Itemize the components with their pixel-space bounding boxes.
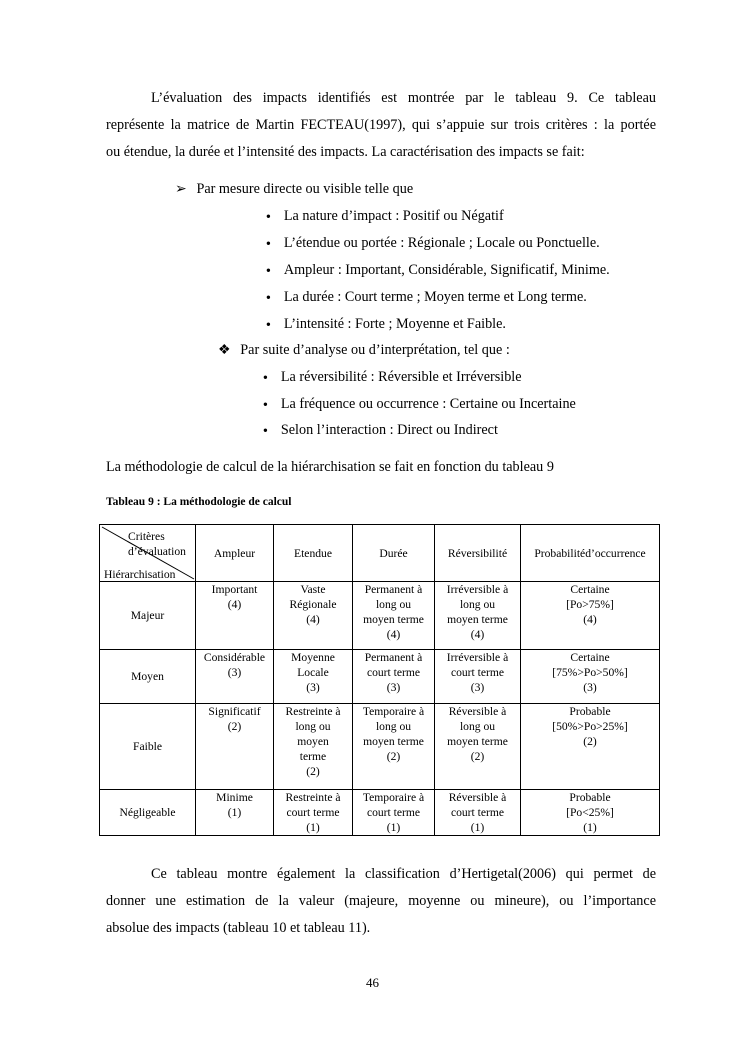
cell-line: (4)	[583, 613, 597, 626]
cell-line: [Po<25%]	[566, 806, 614, 819]
header-cell: Ampleur	[196, 525, 274, 582]
table-row	[100, 650, 660, 704]
list1-heading: Par mesure directe ou visible telle que	[196, 181, 414, 197]
table-cell	[353, 790, 435, 836]
corner-bottom-label: Hiérarchisation	[104, 568, 176, 581]
list-item	[263, 421, 498, 440]
cell-line: Réversible à	[448, 791, 507, 804]
cell-line: (2)	[306, 765, 320, 778]
header-cell: Réversibilité	[435, 525, 521, 582]
cell-line: (2)	[386, 750, 401, 763]
bullet-icon: ●	[266, 292, 271, 302]
cell-line: Important	[211, 583, 258, 596]
table-cell	[196, 582, 274, 650]
table-cell	[353, 582, 435, 650]
header-cell: Probabilitéd’occurrence	[521, 525, 660, 582]
table-cell	[196, 790, 274, 836]
cell-line: Probable	[569, 705, 611, 718]
cell-line: (1)	[306, 821, 320, 834]
cell-line: moyen terme	[363, 735, 424, 748]
cell-line: Considérable	[203, 651, 266, 664]
table-cell	[435, 790, 521, 836]
cell-line: moyen terme	[447, 735, 508, 748]
list-item-text: Selon l’interaction : Direct ou Indirect	[280, 422, 498, 438]
table-cell	[521, 582, 660, 650]
table-body	[100, 582, 660, 836]
cell-line: (1)	[583, 821, 597, 834]
cell-line: long ou	[459, 598, 496, 611]
outro-line: absolue des impacts (tableau 10 et tableau 11).	[106, 920, 371, 936]
table-cell	[435, 704, 521, 790]
list-item-text: La durée : Court terme ; Moyen terme et Long terme.	[283, 289, 587, 305]
table-row	[100, 704, 660, 790]
cell-line: court terme	[366, 806, 421, 819]
list-item	[266, 234, 600, 253]
row-label: Faible	[100, 704, 196, 790]
bullet-icon: ●	[263, 372, 268, 382]
table-cell	[274, 650, 353, 704]
list1-heading-row	[175, 180, 413, 198]
intro-line: représente la matrice de Martin FECTEAU(1997), qui s’appuie sur trois critères : la portée	[106, 117, 656, 133]
intro-paragraph	[106, 85, 656, 166]
cell-line: (1)	[227, 806, 242, 819]
cell-line: moyen terme	[447, 613, 508, 626]
cell-line: court terme	[450, 806, 505, 819]
cell-line: Certaine	[570, 583, 610, 596]
cell-line: Restreinte à	[285, 705, 341, 718]
table-header-row	[100, 525, 660, 582]
cell-line: Temporaire à	[362, 791, 425, 804]
cell-line: Moyenne	[291, 651, 335, 664]
cell-line: Irréversible à	[446, 651, 509, 664]
arrow-bullet-icon: ➢	[175, 181, 187, 197]
list-item-text: Ampleur : Important, Considérable, Significatif, Minime.	[283, 262, 610, 278]
cell-line: Probable	[569, 791, 611, 804]
list-item	[266, 261, 610, 280]
list-item	[266, 288, 587, 307]
cell-line: [75%>Po>50%]	[552, 666, 628, 679]
bullet-icon: ●	[266, 211, 271, 221]
cell-line: Locale	[297, 666, 329, 679]
list-item	[266, 207, 504, 226]
cell-line: (2)	[227, 720, 242, 733]
cell-line: long ou	[295, 720, 331, 733]
cell-line: (4)	[306, 613, 320, 626]
cell-line: (1)	[386, 821, 401, 834]
row-label: Moyen	[100, 650, 196, 704]
cell-line: (4)	[227, 598, 242, 611]
cell-line: Certaine	[570, 651, 610, 664]
table-cell	[196, 650, 274, 704]
cell-line: court terme	[366, 666, 421, 679]
table-cell	[274, 704, 353, 790]
cell-line: Minime	[216, 791, 253, 804]
list-item	[266, 315, 506, 334]
bullet-icon: ●	[266, 319, 271, 329]
intro-line: ou étendue, la durée et l’intensité des impacts. La caractérisation des impacts se fait:	[106, 144, 585, 160]
cell-line: terme	[299, 750, 327, 763]
cell-line: court terme	[286, 806, 340, 819]
cell-line: long ou	[375, 598, 412, 611]
list-item-text: L’étendue ou portée : Régionale ; Locale ou Ponctuelle.	[283, 235, 600, 251]
cell-line: [50%>Po>25%]	[552, 720, 628, 733]
list-item	[263, 395, 576, 414]
cell-line: moyen terme	[363, 613, 424, 626]
cell-line: Permanent à	[364, 583, 423, 596]
table-row	[100, 582, 660, 650]
list-item-text: La fréquence ou occurrence : Certaine ou Incertaine	[280, 396, 576, 412]
cell-line: Permanent à	[364, 651, 423, 664]
diamond-bullet-icon: ❖	[218, 342, 231, 358]
corner-top-line: Critères	[128, 530, 165, 543]
list-item-text: La réversibilité : Réversible et Irréversible	[280, 369, 522, 385]
cell-line: Réversible à	[448, 705, 507, 718]
cell-line: (2)	[470, 750, 485, 763]
table-cell	[435, 582, 521, 650]
outro-line: Ce tableau montre également la classification d’Hertigetal(2006) qui permet de	[151, 866, 656, 882]
header-cell: Durée	[353, 525, 435, 582]
cell-line: Irréversible à	[446, 583, 509, 596]
cell-line: Significatif	[208, 705, 261, 718]
table-cell	[435, 650, 521, 704]
table-cell	[353, 650, 435, 704]
cell-line: (1)	[470, 821, 485, 834]
cell-line: long ou	[375, 720, 412, 733]
cell-line: (3)	[470, 681, 485, 694]
list-item-text: L’intensité : Forte ; Moyenne et Faible.	[283, 316, 506, 332]
method-table	[99, 524, 660, 836]
page-number: 46	[366, 975, 379, 990]
bullet-icon: ●	[263, 425, 268, 435]
table-cell	[274, 790, 353, 836]
cell-line: moyen	[297, 735, 329, 748]
cell-line: (3)	[386, 681, 401, 694]
cell-line: [Po>75%]	[566, 598, 614, 611]
corner-top-line: d’évaluation	[128, 545, 186, 558]
bullet-icon: ●	[266, 265, 271, 275]
table-cell	[274, 582, 353, 650]
cell-line: Vaste	[300, 583, 326, 596]
cell-line: Restreinte à	[285, 791, 341, 804]
cell-line: court terme	[450, 666, 505, 679]
list2-heading-row	[218, 341, 510, 359]
corner-top-label	[128, 529, 186, 559]
table-row	[100, 790, 660, 836]
cell-line: (3)	[227, 666, 242, 679]
table-cell	[521, 650, 660, 704]
cell-line: (2)	[583, 735, 597, 748]
cell-line: Régionale	[289, 598, 337, 611]
list2-heading: Par suite d’analyse ou d’interprétation, tel que :	[240, 342, 510, 358]
method-note: La méthodologie de calcul de la hiérarchisation se fait en fonction du tableau 9	[106, 459, 554, 475]
table-cell	[353, 704, 435, 790]
list-item-text: La nature d’impact : Positif ou Négatif	[283, 208, 504, 224]
row-label: Majeur	[100, 582, 196, 650]
table-caption: Tableau 9 : La méthodologie de calcul	[106, 496, 292, 508]
cell-line: (4)	[386, 628, 401, 641]
cell-line: long ou	[459, 720, 496, 733]
corner-cell	[100, 525, 196, 582]
bullet-icon: ●	[266, 238, 271, 248]
cell-line: (3)	[583, 681, 597, 694]
outro-line: donner une estimation de la valeur (majeure, moyenne ou mineure), ou l’importance	[106, 893, 656, 909]
table-cell	[521, 790, 660, 836]
row-label: Négligeable	[100, 790, 196, 836]
cell-line: Temporaire à	[362, 705, 425, 718]
table-cell	[196, 704, 274, 790]
cell-line: (3)	[306, 681, 320, 694]
outro-paragraph	[106, 861, 656, 942]
list-item	[263, 368, 522, 387]
table-cell	[521, 704, 660, 790]
intro-line: L’évaluation des impacts identifiés est montrée par le tableau 9. Ce tableau	[151, 90, 656, 106]
cell-line: (4)	[470, 628, 485, 641]
bullet-icon: ●	[263, 399, 268, 409]
header-cell: Etendue	[274, 525, 353, 582]
